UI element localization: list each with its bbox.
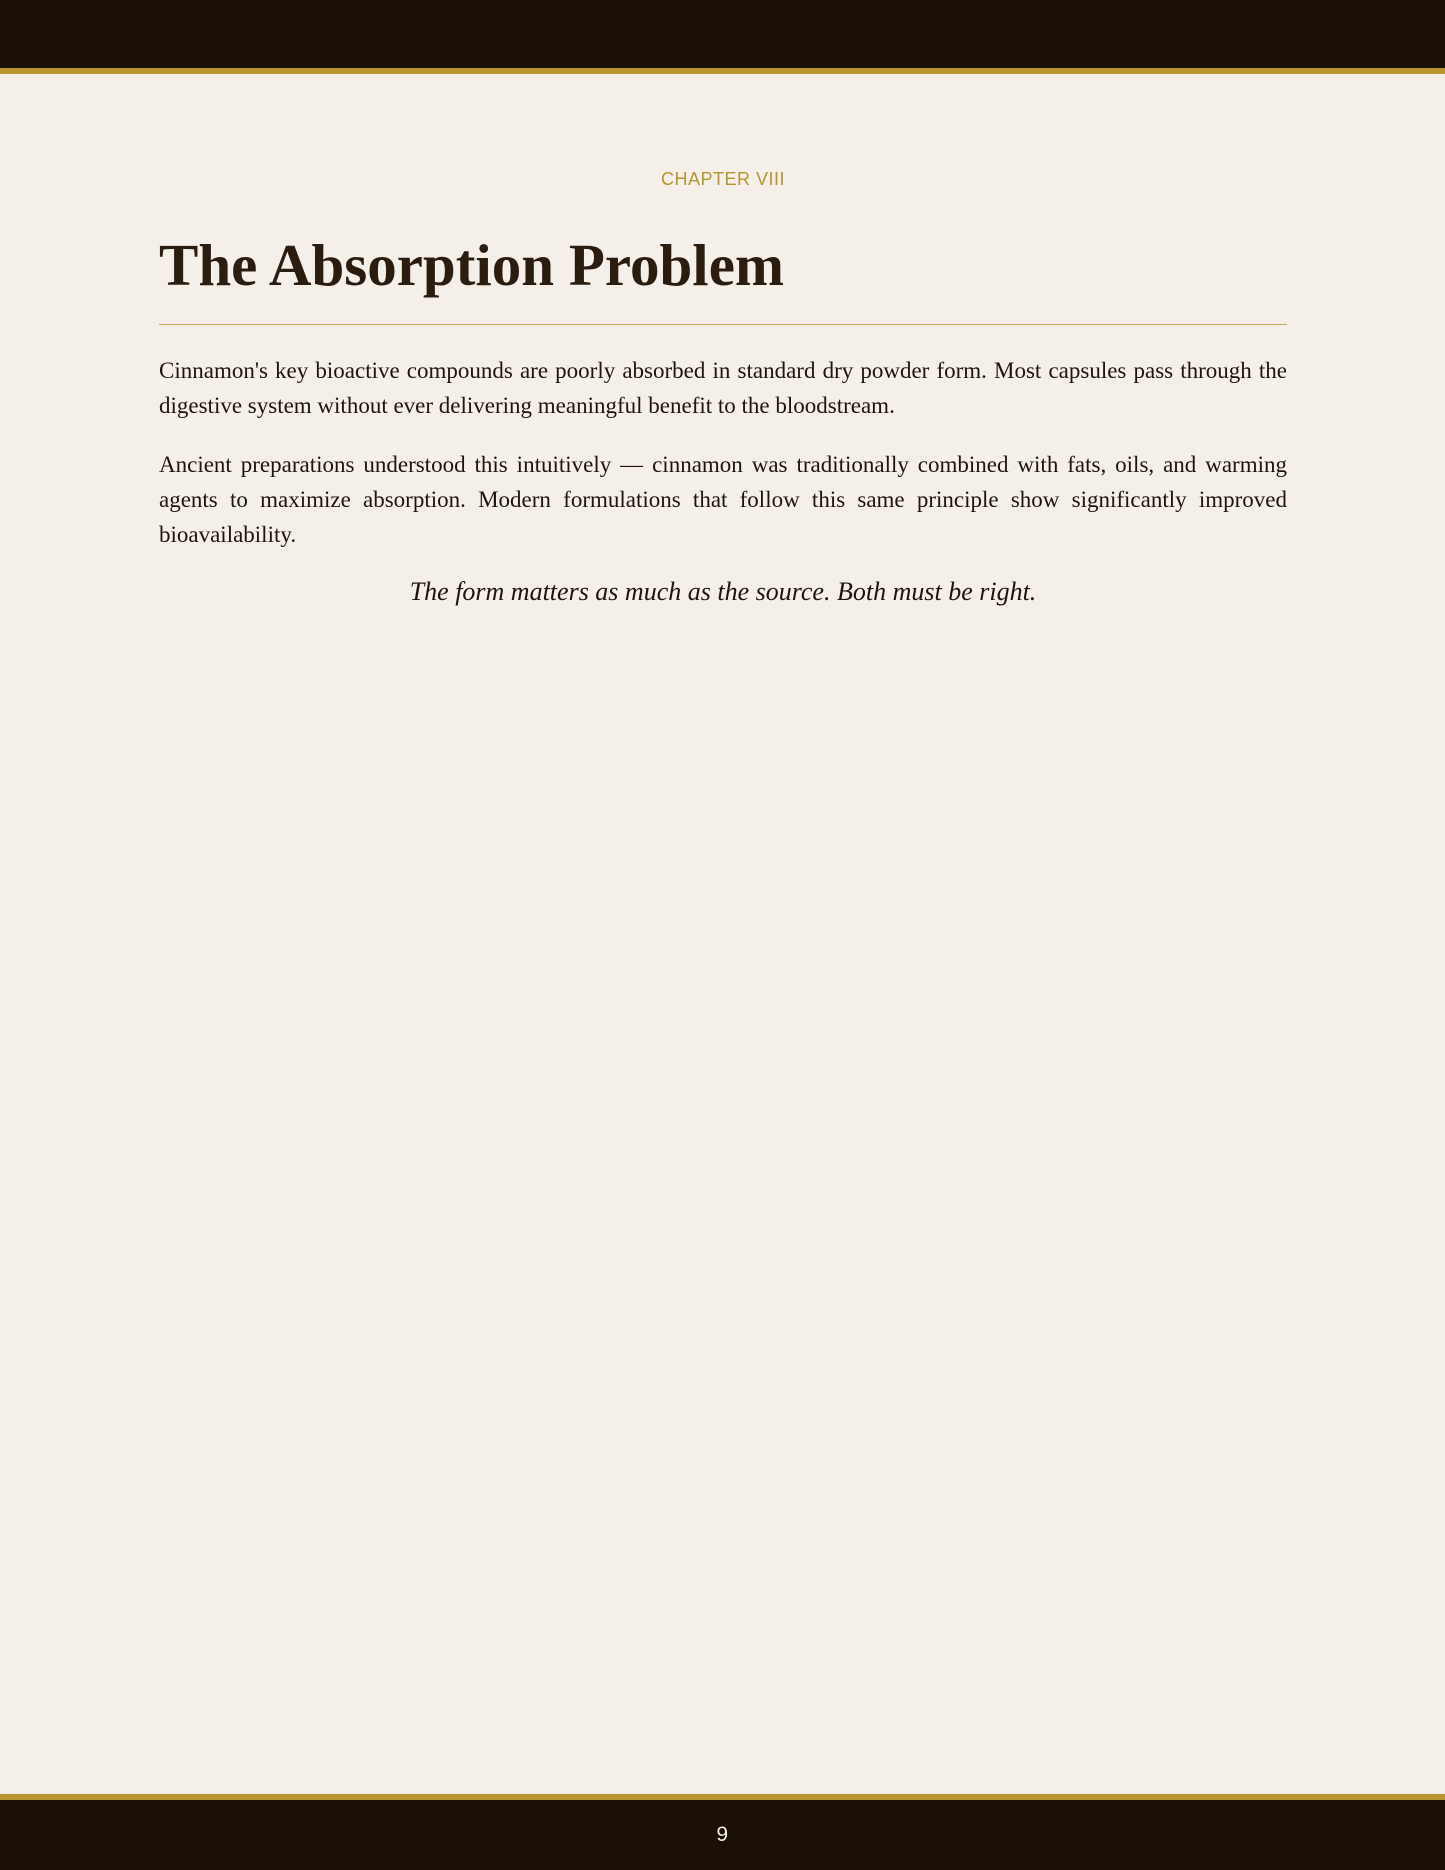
body-paragraph-1: Cinnamon's key bioactive compounds are poorly absorbed in standard dry powder form. Most capsules pass through the digestive system without ever delivering meaningful benefit to the bloodstream.: [159, 358, 1287, 418]
header-gold-rule: [0, 68, 1445, 74]
page-title: The Absorption Problem: [159, 232, 785, 298]
header-bar: [0, 0, 1445, 68]
chapter-label: CHAPTER VIII: [660, 169, 786, 189]
page-number: 9: [716, 1823, 729, 1846]
title-divider: [159, 324, 1287, 325]
body-paragraph-2: Ancient preparations understood this intuitively — cinnamon was traditionally combined with fats, oils, and warming agents to maximize absorption. Modern formulations that follow this same principle show significantly improved bioavailability.: [159, 452, 1287, 547]
page-content: [159, 166, 1287, 610]
footer-bar: [0, 1800, 1445, 1870]
pull-quote: The form matters as much as the source. Both must be right.: [409, 577, 1037, 606]
